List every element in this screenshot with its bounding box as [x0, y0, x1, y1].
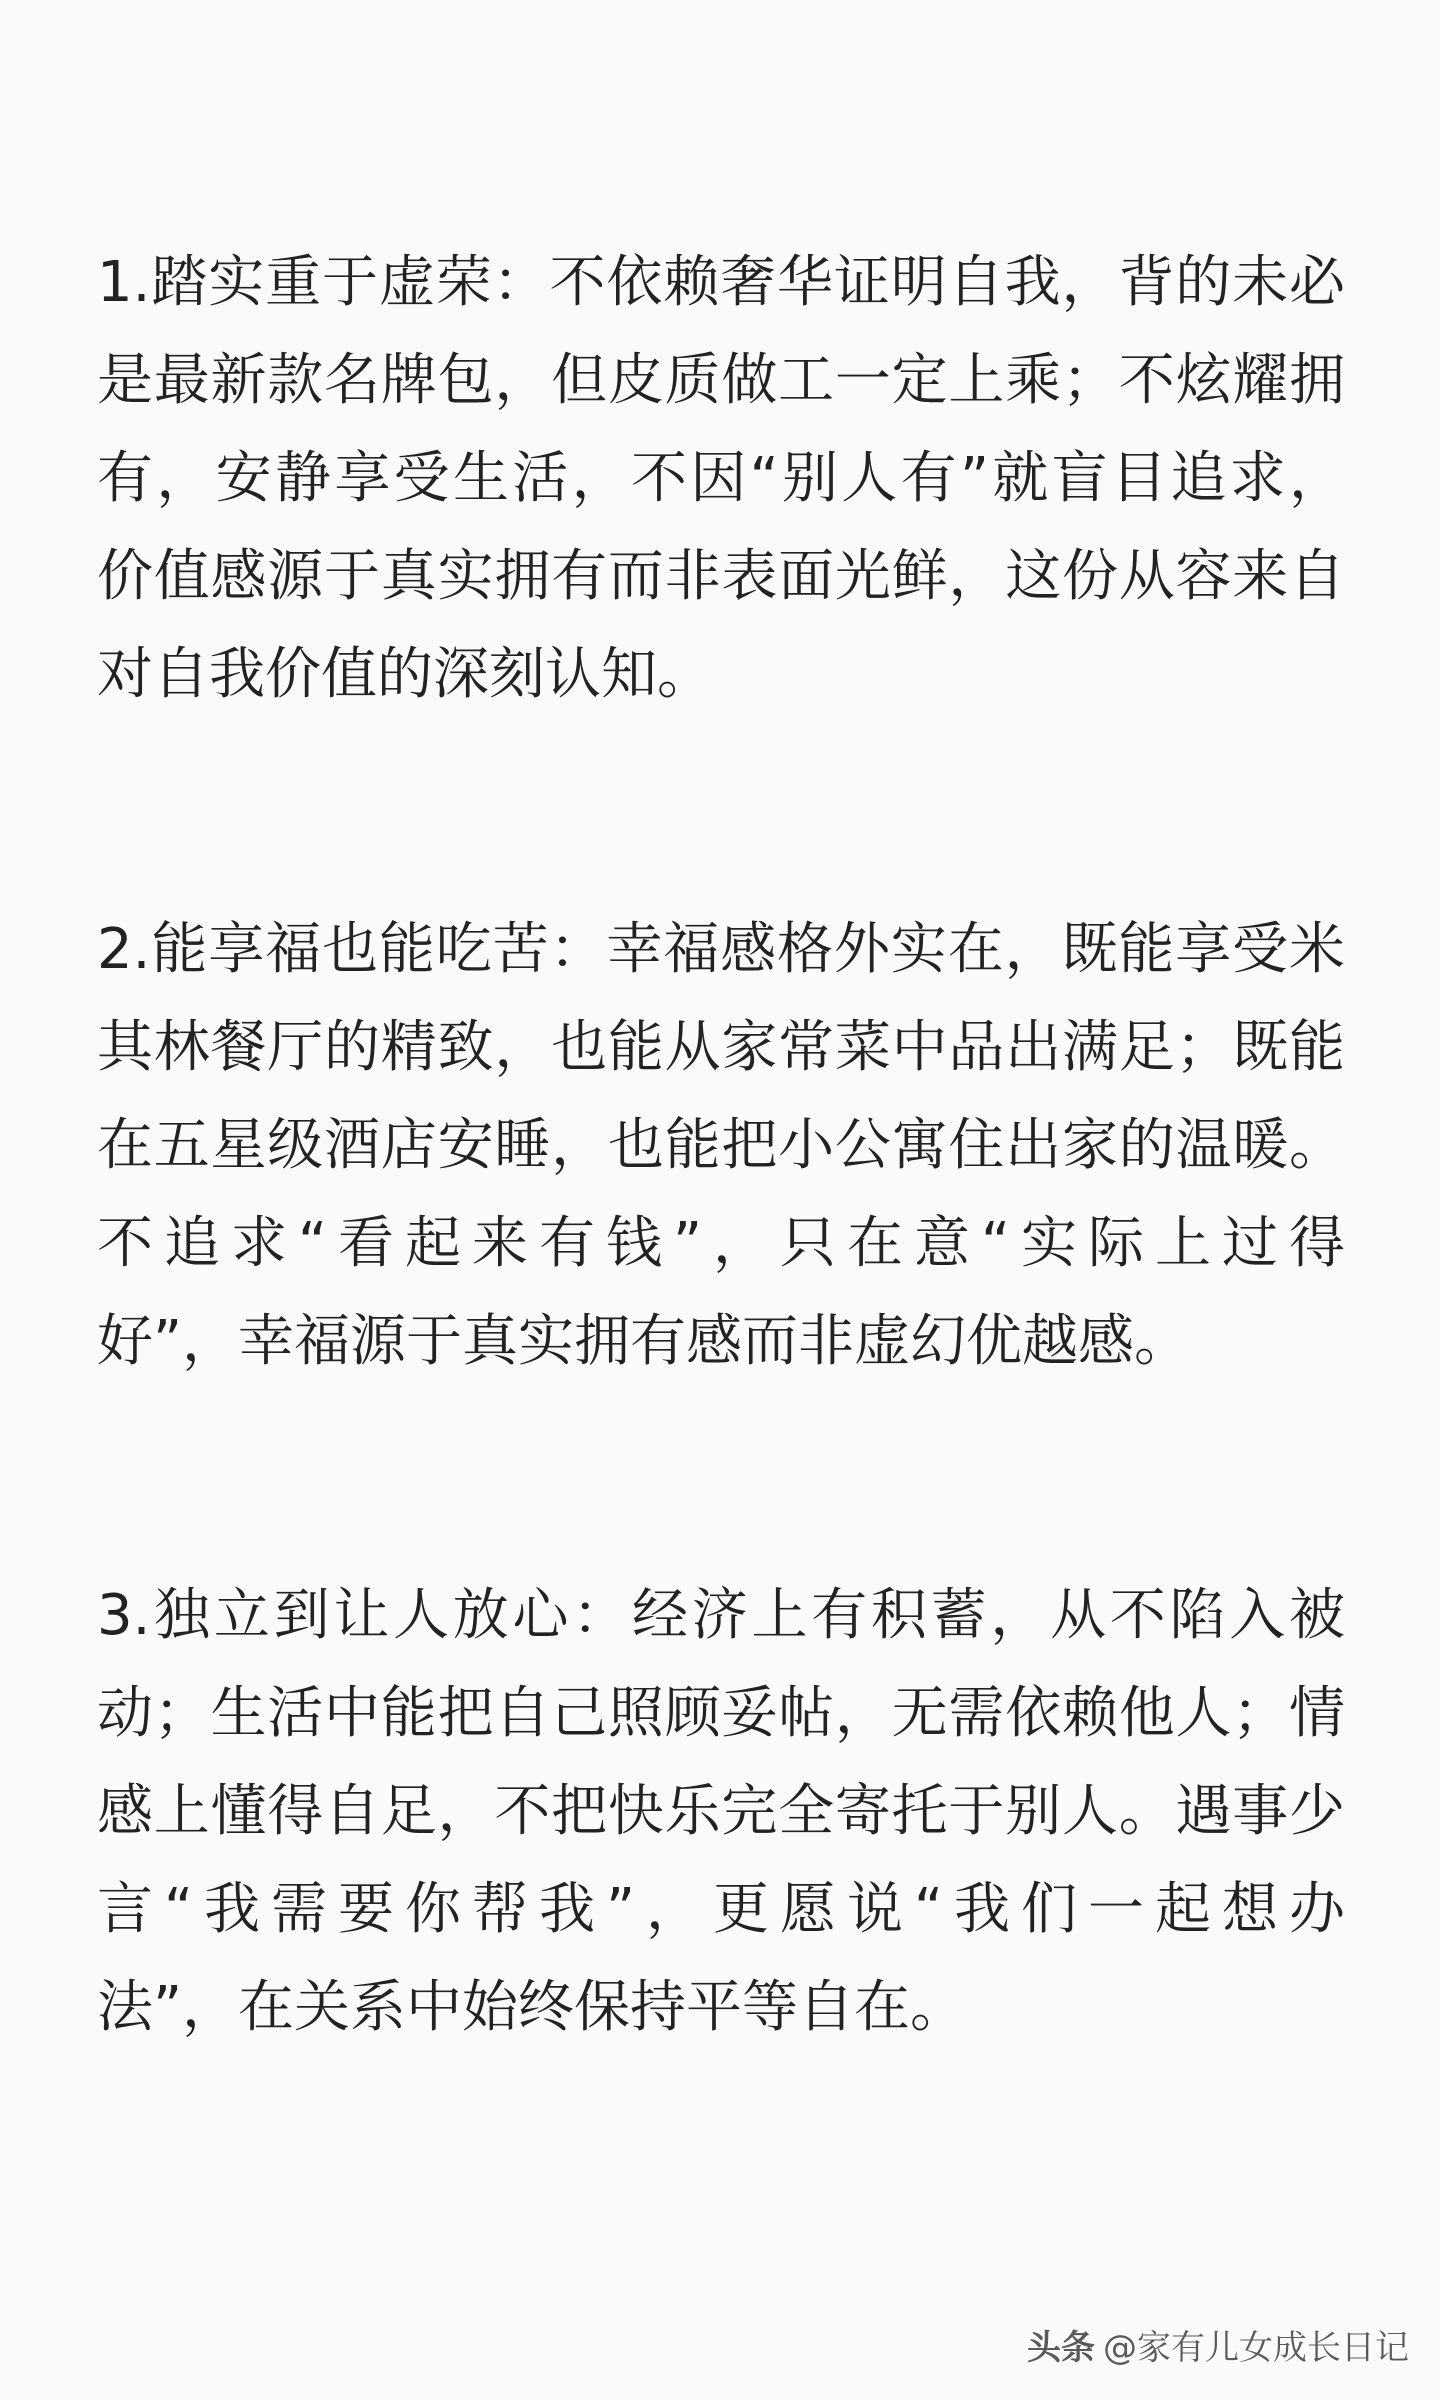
text-line: 在五星级酒店安睡，也能把小公寓住出家的温暖。: [97, 1113, 1345, 1178]
text-line: 言“我需要你帮我”，更愿说“我们一起想办: [97, 1877, 1345, 1942]
watermark-brand: 头条: [1027, 2328, 1095, 2368]
paragraph-1: [97, 234, 1345, 724]
paragraph-2: [97, 901, 1345, 1391]
text-line: 2.能享福也能吃苦：幸福感格外实在，既能享受米: [97, 917, 1345, 982]
text-line: 法”，在关系中始终保持平等自在。: [97, 1975, 967, 2040]
text-line: 感上懂得自足，不把快乐完全寄托于别人。遇事少: [97, 1779, 1345, 1844]
text-line: 不追求“看起来有钱”，只在意“实际上过得: [97, 1211, 1345, 1276]
paragraph-3: [97, 1567, 1345, 2057]
text-line: 对自我价值的深刻认知。: [97, 642, 713, 707]
text-line: 其林餐厅的精致，也能从家常菜中品出满足；既能: [97, 1015, 1345, 1080]
text-line: 好”，幸福源于真实拥有感而非虚幻优越感。: [97, 1309, 1191, 1374]
text-line: 有，安静享受生活，不因“别人有”就盲目追求，: [97, 446, 1345, 511]
text-line: 动；生活中能把自己照顾妥帖，无需依赖他人；情: [97, 1681, 1345, 1746]
text-line: 是最新款名牌包，但皮质做工一定上乘；不炫耀拥: [97, 348, 1345, 413]
watermark: [1027, 2328, 1409, 2368]
text-line: 1.踏实重于虚荣：不依赖奢华证明自我，背的未必: [97, 250, 1345, 315]
text-line: 3.独立到让人放心：经济上有积蓄，从不陷入被: [97, 1583, 1345, 1648]
watermark-handle: @家有儿女成长日记: [1103, 2328, 1409, 2368]
text-line: 价值感源于真实拥有而非表面光鲜，这份从容来自: [97, 544, 1345, 609]
